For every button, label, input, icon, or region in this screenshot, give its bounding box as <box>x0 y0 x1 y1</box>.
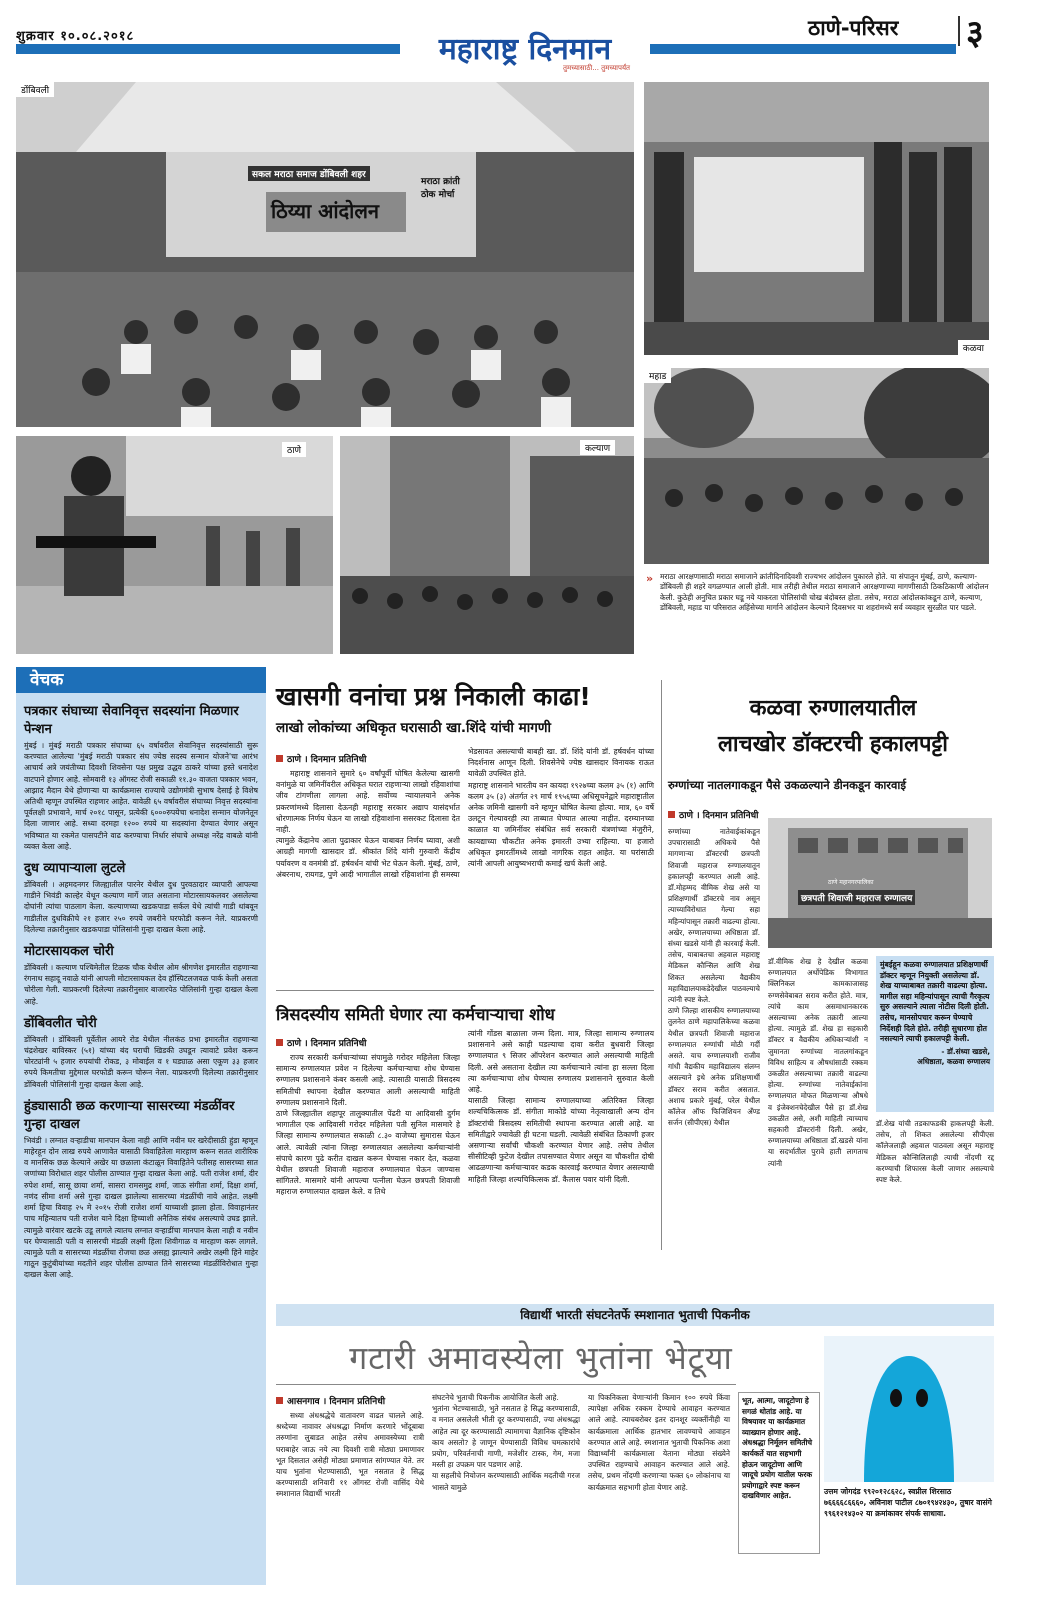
article3-quote: मुंबईहून कळवा रुग्णालयात प्रशिक्षणार्थी डॉक्टर म्हणून नियुक्ती असलेल्या डॉ. शेख याच्याबाबत तक्रारी वाढल्या होत्या. मागील सहा महिन्यांपासून त्याची गैरकृत्य सुरु असल्याने त्याला नोटीस दिली होती. तसेच, मानसोपचार करून घेण्याचे निर्देशही दिले होते. तरीही सुधारणा होत नसल्याने त्याची हकालपट्टी केली. <box>880 960 990 1044</box>
photo-kalwa-protest <box>644 82 989 355</box>
vechak-label: वेचक <box>30 670 64 690</box>
section-title: ठाणे-परिसर <box>808 16 899 40</box>
article1-byline-text: ठाणे । दिनमान प्रतिनिधी <box>287 755 367 765</box>
article2-col1: राज्य सरकारी कर्मचाऱ्यांच्या संपामुळे गरोदर महिलेला जिल्हा सामान्य रुग्णालयात प्रवेश न दिलेल्या कर्मचाऱ्याचा शोध घेण्यास रुग्णालय प्रशासनाने कंबर कसली आहे. त्यासाठी यासाठी त्रिसदस्य समितीची स्थापना देखील करण्यात आली असल्याची माहिती रुग्णालय प्रशासनाने दिली. ठाणे जिल्ह्यातील शहापूर तालुक्यातील पेंढरी या आदिवासी दुर्गम भागातील एक आदिवासी गरोदर महिलेला पती सुनिल मासमारे हे जिल्हा सामान्य रुग्णालयात सकाळी ८.३० वाजेच्या सुमारास घेऊन आले. त्यावेळी त्यांना जिल्हा रुग्णालयात असलेल्या कर्मचाऱ्यांनी संपाचे कारण पुढे करीत दाखल करून घेण्यास नकार देत, कळवा येथील छत्रपती शिवाजी महाराज रुग्णालयात घेऊन जाण्यास सांगितले. मासमारे यांनी आपल्या पत्नीला घेऊन छत्रपती शिवाजी महाराज रुग्णालयात दाखल केले. व तिथे <box>276 1053 460 1197</box>
vechak-title-4: डोंबिवलीत चोरी <box>24 1015 97 1031</box>
vechak-body-2: डोंबिवली । अहमदनगर जिल्ह्यातील पारनेर येथील दुध पुरवठादार व्यापारी आपल्या गाडीने भिवंडी काल्हेर येथून कल्याण मार्गे जात असताना मोटारसायकलवर असलेल्या दोघांनी त्यांचा पाठलाग केला. कल्याणच्या खडकपाडा सर्कल येथे त्यांची गाडी थांबवून गाडीतील दुधविक्रीचे २१ हजार २५० रुपये जबरीने घरफोडी करून नेले. याप्रकरणी दिलेल्या तक्रारीनुसार खडकपाडा पोलिसांनी गुन्हा दाखल केला आहे. <box>24 880 258 934</box>
photo-ghost <box>824 1336 994 1482</box>
article3-byline-text: ठाणे । दिनमान प्रतिनिधी <box>679 811 759 821</box>
vechak-label-bar <box>16 667 266 693</box>
hospital-building-image <box>768 818 992 948</box>
hospital-sign: छत्रपती शिवाजी महाराज रुग्णालय <box>798 890 915 905</box>
article1-col1: महाराष्ट्र शासनाने सुमारे ६० वर्षांपूर्वी घोषित केलेल्या खासगी वनांमुळे या जमिनींवरील अधिकृत घरात राहणाऱ्या लाखो रहिवाशांचा जीव टांगणीला लागला आहे. सर्वोच्च न्यायालयाने अनेक प्रकरणांमध्ये दिलासा देऊनही महाराष्ट्र सरकार अद्याप यासंदर्भात धोरणात्मक निर्णय घेऊन या लाखो रहिवाशांना ससरकट दिलासा देत नाही. त्यामुळे केंद्रानेच आता पुढाकार घेऊन याबाबत निर्णय घ्यावा, अशी आग्रही मागणी खासदार डॉ. श्रीकांत शिंदे यांनी गुरुवारी केंद्रीय पर्यावरण व वनमंत्री डॉ. हर्षवर्धन यांची भेट घेऊन केली. मुंबई, ठाणे, अंबरनाथ, रायगड, पुणे आदी भागातील लाखो रहिवाशांना ही समस्या <box>276 769 460 879</box>
vechak-title-1: पत्रकार संघाच्या सेवानिवृत्त सदस्यांना मिळणार पेन्शन <box>24 704 239 737</box>
protest-banner-side: मराठा क्रांती ठोक मोर्चा <box>421 177 460 200</box>
article3-title-1: कळवा रुग्णालयातील <box>749 696 917 721</box>
photo-mahad-protest <box>644 368 989 564</box>
caption-text: मराठा आरक्षणासाठी मराठा समाजाने क्रांतीदिनादिवशी राज्यभर आंदोलन पुकारले होते. या संपातून मुंबई, ठाणे, कल्याण-डोंबिवली ही शहरे वगळण्यात आली होती. मात्र तरीही तेथील मराठा समाजाने आरक्षणाच्या मागणीसाठी ठिकठिकाणी आंदोलन केली. कुठेही अनुचित प्रकार घडू नये याकरता पोलिसांची चोख बंदोबस्त होता. तसेच, मराठा आंदोलकांकडून ठाणे, कल्याण, डोंबिवली, महाड या परिसरात अहिंसेच्या मार्गाने आंदोलन केल्याने दिवसभर या शहरांमध्ये सर्व व्यवहार सुरळीत पार पडले. <box>660 572 989 613</box>
article4-title: गटारी अमावस्येला भुतांना भेटूया <box>349 1339 733 1377</box>
photo-tag-thane: ठाणे <box>282 442 306 457</box>
byline-marker-icon <box>276 1039 283 1046</box>
article1-col2: भेडसावत असल्याची बाबही खा. डॉ. शिंदे यांनी डॉ. हर्षवर्धन यांच्या निदर्शनास आणून दिली. शिवसेनेचे ज्येष्ठ खासदार विनायक राऊत यावेळी उपस्थित होते. महाराष्ट्र शासनाने भारतीय वन कायदा १९२७च्या कलम ३५ (१) आणि कलम ३५ (३) अंतर्गत २९ मार्च १९५६च्या अधिसूचनेद्वारे महाराष्ट्रातील अनेक जमिनी खासगी वने म्हणून घोषित केल्या होत्या. मात्र, ६० वर्षे उलटून गेल्यावरही त्या ताब्यात घेण्यात आल्या नाहीत. दरम्यानच्या काळात या जमिनींवर संबंधित सर्व सरकारी यंत्रणांच्या मंजुरीने, कायद्याच्या चौकटीत अनेक इमारती उभ्या राहिल्या. या हजारो अधिकृत इमारतींमध्ये लाखो नागरिक राहत आहेत. या घरांसाठी त्यांनी आपली आयुष्यभराची कमाई खर्च केली आहे. <box>468 747 654 869</box>
photo-kalwa-hospital <box>768 818 992 948</box>
article3-col1: रुग्णांच्या नातेवाईकांकडून उपचारासाठी अधिकचे पैसे मागणाऱ्या डॉक्टरची छत्रपती शिवाजी महाराज रुग्णालयातून हकालपट्टी करण्यात आली आहे. डॉ.मोहम्मद वीमिक शेख असे या प्रशिक्षणार्थी डॉक्टरचे नाव असून त्याच्याविरोधात गेल्या सहा महिन्यांपासून तक्रारी वाढल्या होत्या. अखेर, रुग्णालयाच्या अधिष्ठाता डॉ. संध्या खडसे यांनी ही कारवाई केली. तसेच, याबाबतचा अहवाल महाराष्ट्र मेडिकल कौन्सिल आणि शेख शिकत असलेल्या वैद्यकीय महाविद्यालयाकडेदेखील पाठवल्याचे त्यांनी स्पष्ट केले. ठाणे जिल्हा शासकीय रुग्णालयाच्या तुलनेत ठाणे महापालिकेच्या कळवा येथील छत्रपती शिवाजी महाराज रुग्णालयात रुग्णांची मोठी गर्दी असते. याच रुग्णालयाशी राजीव गांधी वैद्यकीय महाविद्यालय संलग्न असल्याने इथे अनेक प्रशिक्षणार्थी डॉक्टर सराव करीत असतात. अशाच प्रकारे मुंबई, परेल येथील कॉलेज ऑफ फिजिशियन अँण्ड सर्जन (सीपीएस) येथील <box>668 827 760 1128</box>
article4-title-rule <box>276 1384 736 1385</box>
article3-col3: डॉ.शेख यांची तडकाफडकी हाकलपट्टी केली. तसेच, तो शिकत असलेल्या सीपीएस कॉलेजलाही अहवाल पाठवला असून महाराष्ट्र मेडिकल कौन्सिलिलाही त्याची नोंदणी रद्द करण्याची शिफारस केली जाणार असल्याचे स्पष्ट केले. <box>876 1119 994 1185</box>
article4-byline-text: आसनगाव । दिनमान प्रतिनिधी <box>287 1397 386 1407</box>
article4-kicker: विद्यार्थी भारती संघटनेतर्फे स्मशानात भुताची पिकनीक <box>276 1304 994 1326</box>
divider-vertical-mid <box>661 680 662 1250</box>
protest-banner-top: सकल मराठा समाज डोंबिवली शहर <box>248 166 370 181</box>
ghost-icon <box>824 1336 994 1482</box>
vechak-body-5: भिवंडी । लग्नात वऱ्हाडीचा मानपान केला नाही आणि नवीन घर खरेदीसाठी हुंडा म्हणून माहेरहून दोन लाख रुपये आणावेत यासाठी विवाहितेला मारहाण करून सतत शारीरिक व मानसिक छळ केल्याने अखेर या छळाला कंटाळून विवाहितेने पतीसह सासरच्या सात जणांच्या विरोधात शहर पोलीस ठाण्यात गुन्हा दाखल केला आहे. पती राजेश शर्मा, दीर रुपेश शर्मा, सासू छाया शर्मा, सासरा रामसमुद्र शर्मा, जाऊ संगीता शर्मा, दिक्षा शर्मा, नणंद सीमा शर्मा असे गुन्हा दाखल झालेल्या सासरच्या मंडळींची नावे आहेत. लक्ष्मी शर्मा हिचा विवाह २५ मे २०१५ रोजी राजेश शर्मा याच्याशी झाला होता. विवाहानंतर पाच महिन्यातच पती राजेश याने दिक्षा हिच्याशी अनैतिक संबंध असल्याचे उघड झाले. त्यामुळे वारंवार खटके उडू लागले त्यातच लग्नात वऱ्हाडींचा मानपान केला नाही व नवीन घर घेण्यासाठी पती व सासरची मंडळी लक्ष्मी हिला शिवीगाळ व मारहाण करू लागले. त्यामुळे पती व सासरच्या मंडळींचा रोजचा छळ असह्य झाल्याने अखेर लक्ष्मी हिने माहेर गाठून कुटुंबीयांच्या मदतीने शहर पोलीस ठाण्यात तिने सासरच्या मंडळींविरोधात गुन्हा दाखल केला आहे. <box>24 1135 258 1280</box>
kalyan-crowd-image <box>340 436 634 654</box>
protest-crowd-image <box>16 82 634 427</box>
kalwa-crowd-image <box>644 82 989 355</box>
article3-quote-attr2: अधिष्ठाता, कळवा रुग्णालय <box>917 1056 990 1066</box>
masthead-title: महाराष्ट्र दिनमान <box>438 32 612 67</box>
vechak-body-1: मुंबई । मुंबई मराठी पत्रकार संघाच्या ६५ वर्षावरील सेवानिवृत्त सदस्यांसाठी सुरू करण्यात आलेल्या 'मुंबई मराठी पत्रकार संघ ज्येष्ठ सदस्य सन्मान योजने'चा आरंभ आचार्य अत्रे जयंतीच्या दिवशी शिवसेना पक्ष प्रमुख उद्धव ठाकरे यांच्या हस्ते धनादेश वाटपाने होणार आहे. सोमवारी १३ ऑगस्ट रोजी सकाळी ११.३० वाजता पत्रकार भवन, आझाद मैदान येथे होणाऱ्या या कार्यक्रमास राज्याचे उद्योगमंत्री सुभाष देसाई हे विशेष अतिथी म्हणून उपस्थित राहणार आहेत. यावेळी ६५ वर्षावरील संघाच्या निवृत्त सदस्यांना पूर्वलक्षी प्रभावाने, मार्च २०१८ पासून, प्रत्येकी ६०००रुपयेचा धनादेश सन्मान योजनेतून दिला जाणार आहे. सध्या दरमहा १२०० रुपये या सदस्यांना देण्यात येणार असून भविष्यात या रकमेत पासपटीने वाढ करण्याचा निर्धार संघाचे अध्यक्ष नरेंद्र वाबळे यांनी व्यक्त केला आहे. <box>24 741 258 851</box>
police-image <box>16 436 333 654</box>
masthead <box>400 32 650 82</box>
photo-dombivli-protest <box>16 82 634 427</box>
byline-marker-icon <box>668 811 675 818</box>
article3-col2: डॉ.वीमिक शेख हे देखील कळवा रुग्णालयात अर्थोपेडिक विभागात क्लिनिकल कामकाजासह रुग्णसेवेबाबत सराव करीत होते. मात्र, त्यांचे काम असमाधानकारक असल्याच्या अनेक तक्रारी आल्या होत्या. त्यामुळे डॉ. शेख हा सहकारी डॉक्टर व वैद्यकीय अधिकाऱ्यांशी न जुमानता रुग्णांच्या नातलगांकडून विविध साहित्य व औषधांसाठी रक्कम उकळीत असल्याच्या तक्रारी वाढल्या होत्या. रुग्णांच्या नातेवाईकांना रुग्णालयात मोफत मिळणाऱ्या औषधे व इंजेक्शनचेदेखील पैसे हा डॉ.शेख उकळीत असे, अशी माहिती त्याच्याच सहकारी डॉक्टरांनी दिली. अखेर, रुग्णालयाच्या अधिष्ठाता डॉ.खडसे यांना या सदर्भातील पुरावे हाती लागताच त्यांनी <box>768 957 868 1168</box>
mahad-crowd-image <box>644 368 989 564</box>
vechak-body-3: डोंबिवली । कल्याण पश्चिमेतील टिळक चौक येथील ओम श्रीगणेश इमारतीत राहणाऱ्या रंगनाथ सहादू नवाळे यांनी आपली मोटारसायकल देव हॉस्पिटलजवळ पार्क केली असता चोरीला गेली. याप्रकरणी दिलेल्या तक्रारीनुसार बाजारपेठ पोलिसांनी गुन्हा दाखल केला आहे. <box>24 963 258 1006</box>
photo-tag-mahad: महाड <box>644 368 671 383</box>
article1-title: खासगी वनांचा प्रश्न निकाली काढा! <box>276 682 591 711</box>
masthead-tagline: तुमच्यासाठी... तुमच्यापर्यंत <box>563 64 630 72</box>
article4-box <box>738 1392 820 1554</box>
article3-quote-attr1: - डॉ.संध्या खडसे, <box>941 1046 990 1056</box>
byline-marker-icon <box>276 1397 283 1404</box>
article4-col3: या पिकनिकला येणाऱ्यांनी किमान १०० रुपये किंवा त्यापेक्षा अधिक रक्कम देण्याचे आवाहन करण्यात आले आहे. त्याचबरोबर इतर दानशूर व्यक्तींनीही या कार्यक्रमाला आर्थिक हातभार लावण्याचे आवाहन करण्यात आले आहे. स्मशानात भुताची पिकनिक अशा विद्यार्थ्यांनी कार्यक्रमाला येताना मोठ्या संख्येने उपस्थित राहण्याचे आवाहन करण्यात आले आहे. तसेच, प्रथम नोंदणी करणाऱ्या फक्त ६० लोकांनाच या कार्यक्रमात सहभागी होता येणार आहे. <box>588 1393 730 1492</box>
photo-caption <box>644 572 989 656</box>
article4-col1: सध्या अंधश्रद्धेचे वातावरण वाढत चालले आहे. श्रध्देच्या नावावर अंधश्रद्धा निर्माण करणारे भोंदूबाबा तरुणांना लुबाडत आहेत तसेच अमावस्येच्या रात्री घराबाहेर जाऊ नये त्या दिवशी रात्री मोठ्या प्रमाणावर भूत दिसतात असेही मोठ्या प्रमाणात सांगण्यात येते. तर याच भुतांना भेटण्यासाठी, भूत नसतात हे सिद्ध करण्यासाठी शनिवारी ११ ऑगस्ट रोजी वासिंद येथे स्मशानात विद्यार्थी भारती <box>276 1411 424 1499</box>
article4-col2: संघटनेचे भुताची पिकनीक आयोजित केली आहे. भुतांना भेटण्यासाठी, भुते नसतात हे सिद्ध करण्यासाठी, व मनात असलेली भीती दूर करण्यासाठी, ज्या अंधश्रद्धा आहेत त्या दूर करण्यासाठी त्यामागचा वैज्ञानिक दृष्टिकोन काय असतो? हे जाणून घेण्यासाठी विविध चमत्कारांचे प्रयोग, परिवर्तनाची गाणी, मजेशीर टास्क, गेम, मजा मस्ती हा उपक्रम पार पडणार आहे. या सहलीचे नियोजन करण्यासाठी आर्थिक मदतीची गरज भासते यामुळे <box>432 1393 580 1492</box>
vechak-title-2: दुध व्यापाऱ्याला लुटले <box>24 861 126 877</box>
photo-tag-kalyan: कल्याण <box>580 440 615 455</box>
article4-contacts: उत्तम जोगदंड ९९२०१२८६२८, स्वप्नील शिरसाठ ७६६६६८६६६०, अविनाश पाटील ८७०१९४२४३०, तुषार वासंगे ९९६१२१४३०२ या क्रमांकावर संपर्क साधावा. <box>824 1487 992 1518</box>
divider-article1-article2 <box>276 990 654 991</box>
protest-banner-main: ठिय्या आंदोलन <box>271 199 380 223</box>
vechak-title-3: मोटारसायकल चोरी <box>24 944 114 960</box>
article2-title: त्रिसदस्यीय समिती घेणार त्या कर्मचाऱ्याचा शोध <box>276 1005 555 1024</box>
article1-byline <box>276 752 366 765</box>
article4-box-text: भूत, आत्मा, जादूटोणा हे सगळं थोतांड आहे. या विषयावर या कार्यक्रमात व्याख्यान होणार आहे. अंधश्रद्धा निर्मूलन समितीचे कार्यकर्ते यात सहभागी होऊन जादूटोणा आणि जादूचे प्रयोग यातील फरक प्रयोगाद्वारे स्पष्ट करून दाखविणार आहेत. <box>742 1396 813 1501</box>
article4-byline <box>276 1394 385 1407</box>
photo-tag-dombivli: डोंबिवली <box>16 82 54 97</box>
page-number: ३ <box>966 13 984 53</box>
article3-byline <box>668 808 758 821</box>
article3-title-2: लाचखोर डॉक्टरची हकालपट्टी <box>718 732 948 757</box>
issue-date: शुक्रवार १०.०८.२०१८ <box>16 29 135 44</box>
caption-arrow-icon: » <box>646 572 654 585</box>
article2-col2: त्यांनी गोंडस बाळाला जन्म दिला. मात्र, जिल्हा सामान्य रुग्णालय प्रशासनाने असे काही घडल्याचा दावा करीत बुधवारी जिल्हा रुग्णालयात ९ सिजर ऑपरेशन करण्यात आले असल्याची माहिती दिली. असे असताना देखील त्या कर्मचाऱ्याने त्यांना हा सल्ला दिला त्या कर्मचाऱ्याचा शोध घेण्यास रुग्णालय प्रशासनाने सुरुवात केली आहे. यासाठी जिल्हा सामान्य रुग्णालयाच्या अतिरिक्त जिल्हा शल्यचिकित्सक डॉ. संगीता माकोडे यांच्या नेतृत्वाखाली अन्य दोन डॉक्टरांची त्रिसदस्य समितीची स्थापना करण्यात आली आहे. या समितीद्वारे ज्यावेळी ही घटना घडली. त्यावेळी संबंधित ठिकाणी हजर असणाऱ्या सर्वांची चौकशी करण्यात येणार आहे. तसेच तेथील सीसीटिव्ही फुटेज देखील तपासण्यात येणार असून या चौकशीत दोषी आढळणाऱ्या कर्मचाऱ्यावर कडक कारवाई करण्यात येणार असल्याची माहिती जिल्हा शल्यचिकित्सक डॉ. कैलास पवार यांनी दिली. <box>468 1029 654 1184</box>
photo-kalyan-protest <box>340 436 634 654</box>
article3-subtitle: रुग्णांच्या नातलगाकडून पैसे उकळल्याने डीनकडून कारवाई <box>668 778 907 792</box>
photo-tag-kalwa: कळवा <box>958 340 989 355</box>
article3-quote-box <box>876 956 994 1112</box>
vechak-body-4: डोंबिवली । डोंबिवली पूर्वेतील आयरे रोड येथील नीलकंठ प्रभा इमारतीत राहणाऱ्या चंद्रशेखर बाविस्कर (५१) यांच्या बंद घराची खिडकी उघडून त्यावाटे प्रवेश करून चोरट्यांनी ५ हजार रुपयांची रोकड, ३ मोबाईल व १ घड्याळ असा एकूण ३३ हजार रुपये किमतीचा मुद्देमाल घरफोडी करून चोरून नेला. याप्रकरणी दिलेल्या तक्रारीनुसार डोंबिवली पोलिसांनी गुन्हा दाखल केला आहे. <box>24 1034 258 1089</box>
article1-subtitle: लाखो लोकांच्या अधिकृत घरासाठी खा.शिंदे यांची मागणी <box>276 720 552 736</box>
byline-marker-icon <box>276 755 283 762</box>
article2-byline-text: ठाणे । दिनमान प्रतिनिधी <box>287 1039 367 1049</box>
header-divider <box>958 16 960 46</box>
vechak-title-5: हुंड्यासाठी छळ करणाऱ्या सासरच्या मंडळींवर गुन्हा दाखल <box>24 1098 235 1132</box>
article2-byline <box>276 1036 366 1049</box>
photo-thane-police <box>16 436 333 654</box>
vechak-column <box>16 667 266 1585</box>
hospital-sign-small: ठाणे महानगरपालिका <box>828 879 874 886</box>
